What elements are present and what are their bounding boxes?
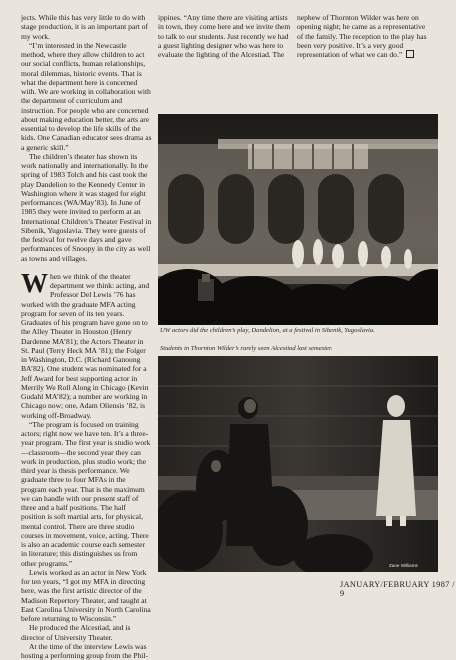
- photo-caption: UW actors did the children’s play, Dandelion, at a festival in Sibenik, Yugoslavia.: [160, 327, 375, 334]
- dropcap-paragraph-text: hen we think of the theater department we think: acting, and Professor Del Lewis ’76 has worked with the graduate MFA acting program for seven of its ten years. Graduates of his program have gone on to the Alley Theater in Houston (Henry Dardenne MA’81); the Actors Theater in St. Paul (Terry Heck MA ’81); the Folger in Washington, D.C. (Richard Ganoung BA’82). One student was nominated for a Jeff Award for best supporting actor in Merrily We Roll Along in Chicago (Kevin Gudahl MA’82); a number are working in Chicago now; one, Adam Oliensis ’82, is working off-Broadway.: [21, 271, 150, 420]
- paragraph: “The program is focused on training actors; right now we have ten. It’s a three-year program. The first year is studio work—classroom—the second year they can work in production, plus studio work; the third year is thesis performance. We graduate three to four MFAs in the program each year. That is the maximum we can handle with our present staff of three and a half positions. The half position is soft martial arts, for physical, mental control. There are three studio courses in movement, voice, acting. There is also an academic course each semester in literature; this distinguishes us from other programs.”: [21, 419, 151, 568]
- page-folio: JANUARY/FEBRUARY 1987 / 9: [340, 580, 455, 598]
- paragraph: “I’m interested in the Newcastle method, where they allow children to act our social conflicts, human relationships, moral dilemmas, historic events. That is what the department here is concerned with. We are working in collaboration with the department of curriculum and instruction. For people who are concerned about making education better, the arts are essential to develop the life skills of the kids. One Canadian educator sees drama as a generic skill.”: [21, 40, 152, 152]
- paragraph: The children’s theater has shown its work nationally and internationally. In the spring of 1983 Tolch and his cast took the play Dandelion to the Kennedy Center in Washington where it was staged for eight performances (WA/May’83). In June of 1985 they were invited to perform at an International Children’s Theater Festival in Sibenik, Yugoslavia. They were guests of the festival for twelve days and gave performances of Snoopy in the city as well as towns and villages.: [21, 151, 152, 263]
- paragraph: At the time of the interview Lewis was hosting a performing group from the Phil-: [21, 641, 149, 660]
- drop-cap: W: [21, 267, 48, 298]
- paragraph: [297, 13, 433, 59]
- photo-credit: Zane Williams: [389, 563, 418, 568]
- left-text-column: [21, 13, 152, 660]
- photo-alcestiad-image: [158, 356, 438, 572]
- paragraph-with-dropcap: [21, 267, 152, 420]
- photo-caption: Students in Thornton Wilder’s rarely seen Alcestiad last semester.: [160, 345, 333, 352]
- paragraph: ippines. “Any time there are visiting artists in town, they come here and we invite them to talk to our students. Just recently we had a guest lighting designer who was here to evaluate the lighting of the Alcestiad. The: [158, 13, 291, 59]
- paragraph-text: nephew of Thornton Wilder was here on opening night; he came as a representative of the family. The reception to the play has been very positive. It’s a very good representation of what we can do.”: [297, 13, 427, 59]
- photo-dandelion-festival: [158, 114, 438, 325]
- end-of-article-mark: [406, 50, 414, 58]
- photo-alcestiad: [158, 356, 438, 572]
- photo-dandelion-festival-image: [158, 114, 438, 325]
- mid-text-column: [158, 13, 291, 59]
- paragraph: He produced the Alcestiad, and is director of University Theater.: [21, 623, 131, 642]
- paragraph: Lewis worked as an actor in New York for ten years, “I got my MFA in directing here, was the first artistic director of the Madison Repertory Theater, and taught at East Carolina University in North Carolina before returning to Wisconsin.”: [21, 567, 151, 623]
- paragraph: jects. While this has very little to do with stage production, it is an important part of my work.: [21, 13, 149, 41]
- right-text-column: [297, 13, 433, 59]
